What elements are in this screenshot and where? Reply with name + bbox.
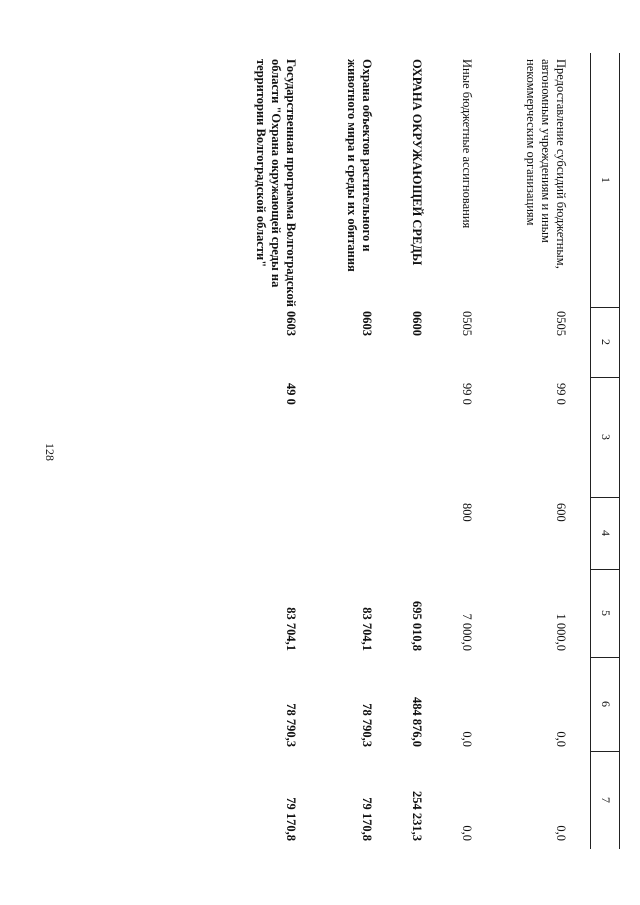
- row-value-5: 83 704,1: [360, 607, 374, 651]
- budget-table: [88, 53, 620, 849]
- row-value-6: 0,0: [554, 731, 568, 747]
- column-header: 2: [599, 339, 613, 345]
- row-section: 0603: [284, 311, 298, 336]
- row-value-5: 7 000,0: [460, 613, 474, 651]
- row-value-5: 83 704,1: [284, 607, 298, 651]
- row-target: 99 0: [460, 383, 474, 405]
- column-header: 7: [599, 797, 613, 803]
- row-name: Государственная программа Волгоградской области "Охрана окружающей среды на территории Волгоградской области": [254, 59, 298, 307]
- row-section: 0505: [460, 311, 474, 336]
- row-name: Иные бюджетные ассигнования: [460, 59, 474, 229]
- row-name: ОХРАНА ОКРУЖАЮЩЕЙ СРЕДЫ: [410, 59, 424, 266]
- column-header: 3: [599, 434, 613, 440]
- row-value-5: 1 000,0: [554, 613, 568, 651]
- column-header: 5: [599, 610, 613, 616]
- column-header: 4: [599, 530, 613, 536]
- row-type: 600: [554, 503, 568, 522]
- page-number: 128: [43, 443, 57, 461]
- row-value-7: 79 170,8: [284, 797, 298, 841]
- row-type: 800: [460, 503, 474, 522]
- row-value-6: 484 876,0: [410, 697, 424, 747]
- row-value-6: 78 790,3: [360, 703, 374, 747]
- column-header: 6: [599, 701, 613, 707]
- row-value-6: 78 790,3: [284, 703, 298, 747]
- row-value-7: 254 231,3: [410, 791, 424, 841]
- row-value-5: 695 010,8: [410, 601, 424, 651]
- row-section: 0603: [360, 311, 374, 336]
- row-target: 49 0: [284, 383, 298, 405]
- column-header: 1: [599, 177, 613, 183]
- row-section: 0600: [410, 311, 424, 336]
- row-value-7: 0,0: [554, 825, 568, 841]
- row-target: 99 0: [554, 383, 568, 405]
- row-name: Охрана объектов растительного и животного мира и среды их обитания: [345, 59, 374, 272]
- row-section: 0505: [554, 311, 568, 336]
- row-name: Предоставление субсидий бюджетным, автономным учреждениям и иным некоммерческим организациям: [524, 59, 568, 269]
- row-value-7: 79 170,8: [360, 797, 374, 841]
- row-value-6: 0,0: [460, 731, 474, 747]
- row-value-7: 0,0: [460, 825, 474, 841]
